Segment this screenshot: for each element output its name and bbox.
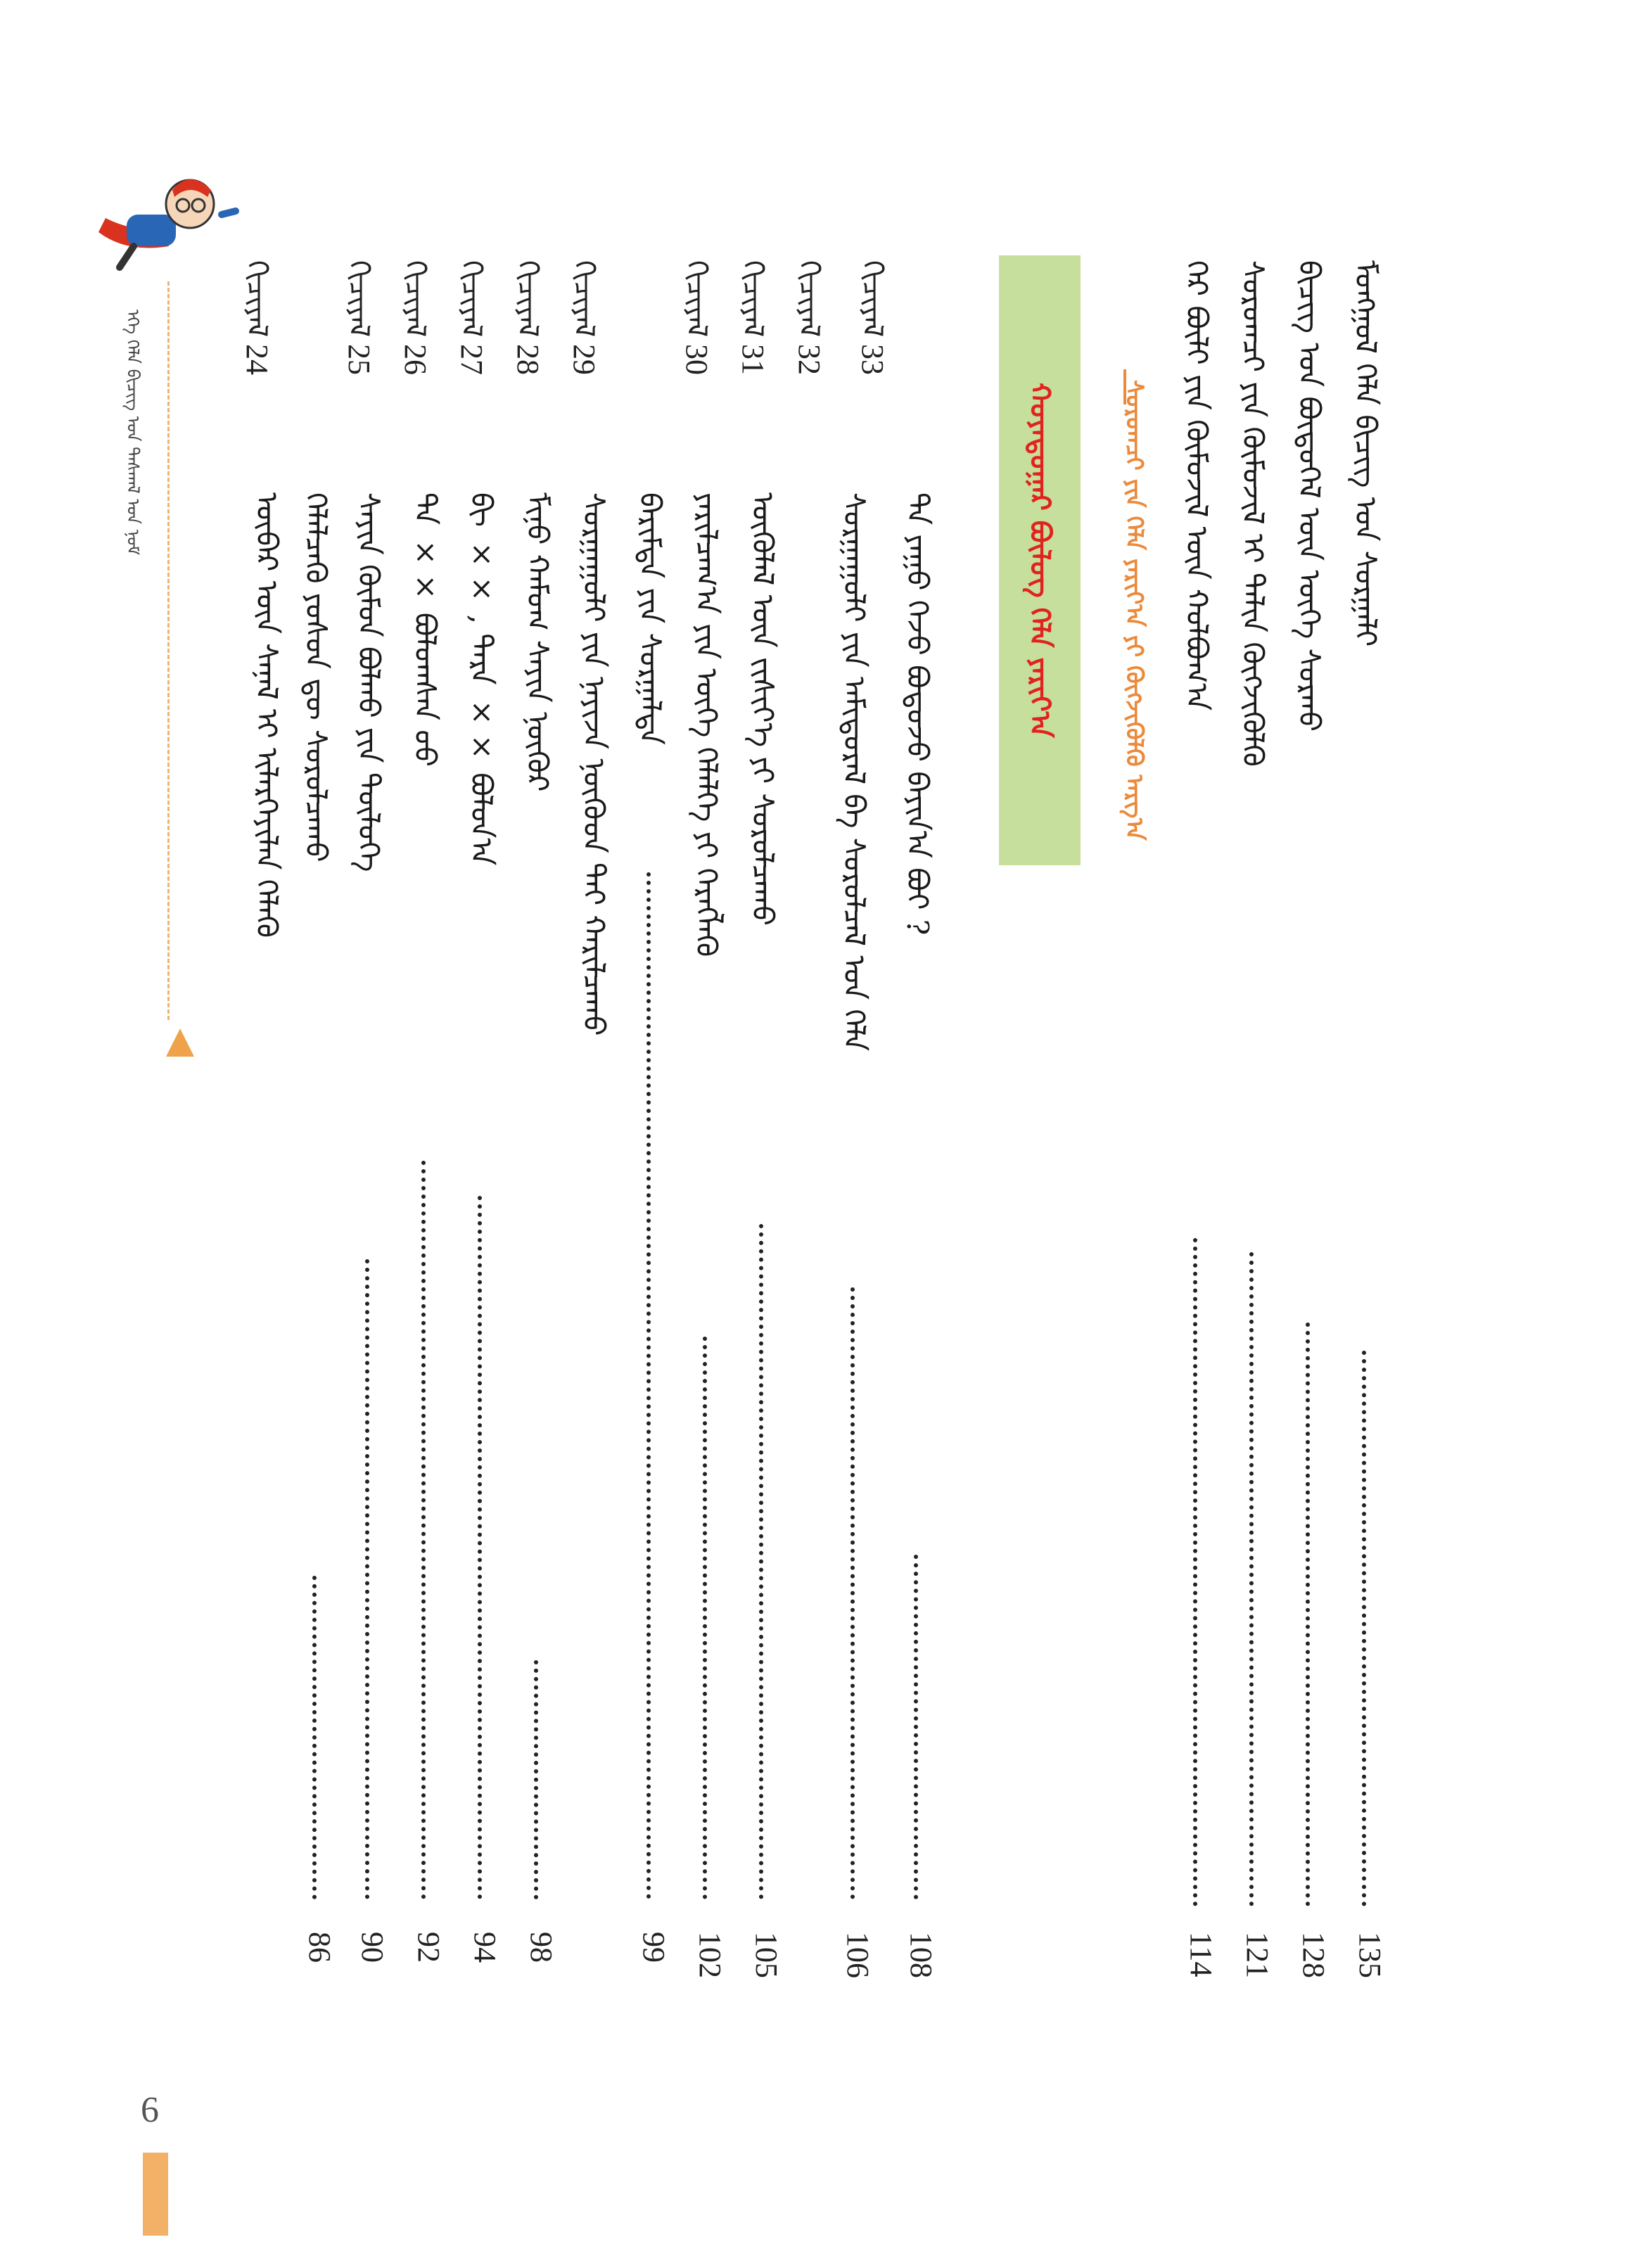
dashed-guide-line: [167, 281, 170, 1020]
toc-page-number: 121: [1240, 1932, 1275, 1978]
toc-leader-dots: [365, 1259, 369, 1899]
lesson-title: ᠶᠠᠷᠢᠯᠴᠠᠭ᠎ᠠ ᠶᠢᠨ ᠦᠭᠡ ᠬᠡᠯᠡᠯᠭᠡ ᠶᠢ ᠬᠡᠷᠡᠭᠯᠡᠬᠦ: [689, 492, 724, 957]
section-subtitle: ᠰᠤᠷᠤᠭᠴᠢ ᠶᠢᠨ ᠬᠡᠯᠡ ᠶᠠᠷᠢᠶ᠎ᠠ ᠶᠢ ᠬᠥᠭᠵᠢᠭᠦᠯᠬᠦ ᠠᠷᠭ᠎ᠠ: [1120, 380, 1148, 841]
toc-leader-dots: [1249, 1252, 1254, 1906]
lesson-page-number: 90: [355, 1932, 390, 1963]
flying-boy-illustration: [84, 148, 246, 288]
section-header-box: [999, 255, 1081, 865]
lesson-label-text: ᠬᠢᠴᠢᠶᠡᠯ: [241, 260, 273, 338]
lesson-page-number: 106: [841, 1932, 875, 1978]
lesson-number: 26: [398, 344, 433, 376]
lesson-number: 29: [567, 344, 601, 376]
lesson-title-line2: ᠪᠠᠷᠢᠮᠲᠠ ᠶᠢᠨ ᠰᠤᠷᠭᠠᠯᠲᠠ: [633, 492, 668, 745]
toc-leader-dots: [850, 1287, 855, 1899]
toc-page-number: 114: [1184, 1932, 1218, 1977]
lesson-label: [681, 260, 712, 375]
lesson-page-number: 102: [693, 1932, 727, 1978]
lesson-page-number: 92: [412, 1932, 446, 1963]
lesson-title: ᠪᠢ ×× , ᠲᠡᠷᠡ ×× ᠪᠣᠯᠤᠨ᠎ᠠ: [464, 492, 499, 866]
lesson-title: ᠰᠠᠶᠢᠨ ᠬᠦᠮᠦᠨ ᠪᠣᠯᠬᠤ ᠶᠢᠨ ᠲᠥᠯᠥᠭᠡ: [352, 492, 386, 872]
lesson-title: ᠥᠪᠡᠷ ᠦᠨ ᠰᠠᠨᠠᠯ ᠢ ᠢᠯᠡᠷᠬᠡᠶᠢᠯᠡᠨ ᠬᠡᠯᠡᠬᠦ: [250, 492, 284, 938]
toc-page-number: 128: [1296, 1932, 1331, 1978]
toc-leader-dots: [1306, 1323, 1310, 1906]
lesson-number: 33: [855, 344, 890, 376]
toc-entry-text: ᠮᠣᠩᠭᠤᠯ ᠬᠡᠯᠡ ᠪᠢᠴᠢᠭ᠌ ᠤᠨ ᠰᠤᠷᠭᠠᠯᠢ: [1349, 260, 1383, 647]
toc-leader-dots: [421, 1161, 426, 1899]
lesson-number: 32: [792, 344, 827, 376]
lesson-page-number: 98: [524, 1932, 559, 1963]
toc-leader-dots: [1193, 1238, 1197, 1906]
lesson-title-line2: ᠬᠡᠯᠡᠯᠴᠡᠬᠦ ᠶᠣᠰᠣᠨ ᠳᠦ ᠰᠤᠷᠤᠯᠴᠠᠬᠤ: [299, 492, 333, 862]
lesson-title: ᠲᠠ ᠶᠠᠭᠤ ᠭᠡᠵᠦ ᠪᠣᠳᠤᠵᠤ ᠪᠠᠶᠢᠨ᠎ᠠ ᠪᠤᠢ ?: [900, 492, 935, 936]
toc-leader-dots: [646, 872, 651, 1899]
series-caption: ᠡᠬᠡ ᠬᠡᠯᠡ ᠪᠢᠴᠢᠭ᠌ ᠤᠨ ᠳᠠᠰᠬᠠᠯ ᠤᠨ ᠨᠣᠮ: [123, 310, 143, 556]
lesson-number: 31: [736, 344, 770, 376]
lesson-page-number: 86: [302, 1932, 337, 1963]
lesson-label: [737, 260, 768, 375]
triangle-marker: [166, 1028, 194, 1057]
lesson-title: ᠰᠤᠷᠭᠠᠭᠤᠯᠢ ᠶᠢᠨ ᠨᠠᠶᠢᠵᠠ ᠨᠥᠬᠦᠳ ᠲᠡᠢ ᠬᠠᠷᠢᠯᠴᠠᠬᠤ: [577, 492, 611, 1036]
lesson-label-text: ᠬᠢᠴᠢᠶᠡᠯ: [737, 260, 769, 338]
lesson-title: ᠥᠭᠦᠯᠡᠯ ᠦᠨ ᠵᠢᠱᠢᠶ᠎ᠡ ᠶᠢ ᠰᠤᠷᠤᠯᠴᠠᠬᠤ: [746, 492, 780, 926]
section-title: ᠬᠣᠶᠠᠳᠤᠭᠠᠷ ᠪᠦᠯᠦᠭ ᠬᠡᠯᠡ ᠶᠠᠷᠢᠶ᠎ᠠ: [1024, 383, 1057, 738]
lesson-label: [857, 260, 888, 375]
toc-entry-text: ᠰᠤᠷᠤᠭᠴᠢ ᠶᠢᠨ ᠬᠦᠮᠦᠵᠢᠯ ᠢ ᠲᠡᠯᠢᠨ ᠬᠥᠭᠵᠢᠭᠦᠯᠬᠦ: [1236, 260, 1270, 767]
lesson-label-text: ᠬᠢᠴᠢᠶᠡᠯ: [793, 260, 825, 338]
lesson-label-text: ᠬᠢᠴᠢᠶᠡᠯ: [856, 260, 888, 338]
toc-leader-dots: [914, 1555, 918, 1899]
lesson-label: [568, 260, 599, 375]
lesson-title: ᠰᠤᠷᠭᠠᠭᠤᠯᠢ ᠶᠢᠨ ᠠᠮᠢᠳᠤᠷᠠᠯ ᠪᠠ ᠰᠤᠷᠤᠯᠴᠠᠯ ᠤᠨ ᠬᠡᠯᠡ: [837, 492, 872, 1052]
page-number: 6: [141, 2090, 159, 2130]
toc-leader-dots: [703, 1337, 707, 1899]
toc-leader-dots: [1362, 1351, 1366, 1906]
lesson-page-number: 94: [468, 1932, 502, 1963]
lesson-title: ᠲᠠ ×× ᠪᠣᠯᠤᠭᠰᠠᠨ ᠤᠤ: [408, 492, 442, 767]
toc-leader-dots: [534, 1660, 538, 1899]
toc-entry-text: ᠭᠡᠷ ᠪᠦᠯᠢ ᠶᠢᠨ ᠬᠦᠮᠦᠵᠢᠯ ᠦᠨ ᠬᠣᠯᠪᠣᠭ᠎ᠠ: [1180, 260, 1214, 711]
toc-leader-dots: [759, 1224, 763, 1899]
toc-entry-text: ᠪᠢᠴᠢᠭ᠌ ᠤᠨ ᠪᠦᠲᠦᠭᠡᠯ ᠦᠨ ᠦᠭᠡ ᠰᠤᠷᠬᠤ: [1292, 260, 1327, 732]
toc-page-number: 135: [1353, 1932, 1387, 1978]
lesson-number: 30: [680, 344, 714, 376]
lesson-number: 27: [454, 344, 489, 376]
lesson-page-number: 105: [749, 1932, 784, 1978]
toc-leader-dots: [312, 1576, 317, 1899]
lesson-number: 25: [342, 344, 376, 376]
lesson-page-number: 108: [904, 1932, 938, 1978]
toc-leader-dots: [478, 1196, 482, 1899]
lesson-label: [343, 260, 374, 375]
lesson-page-number: 99: [637, 1932, 671, 1963]
lesson-number: 24: [240, 344, 274, 376]
lesson-label-text: ᠬᠢᠴᠢᠶᠡᠯ: [343, 260, 375, 338]
lesson-number: 28: [511, 344, 545, 376]
lesson-title: ᠮᠢᠨᠤ ᠬᠠᠮᠤᠭ ᠰᠠᠶᠢᠨ ᠨᠥᠬᠦᠷ: [521, 492, 555, 792]
lesson-label-text: ᠬᠢᠴᠢᠶᠡᠯ: [455, 260, 488, 338]
lesson-label: [512, 260, 543, 375]
lesson-label-text: ᠬᠢᠴᠢᠶᠡᠯ: [568, 260, 600, 338]
lesson-label: [400, 260, 431, 375]
lesson-label-text: ᠬᠢᠴᠢᠶᠡᠯ: [680, 260, 713, 338]
lesson-label: [456, 260, 487, 375]
lesson-label: [792, 260, 827, 376]
lesson-label-text: ᠬᠢᠴᠢᠶᠡᠯ: [399, 260, 431, 338]
page-edge-tab: [143, 2153, 168, 2236]
lesson-label-text: ᠬᠢᠴᠢᠶᠡᠯ: [511, 260, 544, 338]
